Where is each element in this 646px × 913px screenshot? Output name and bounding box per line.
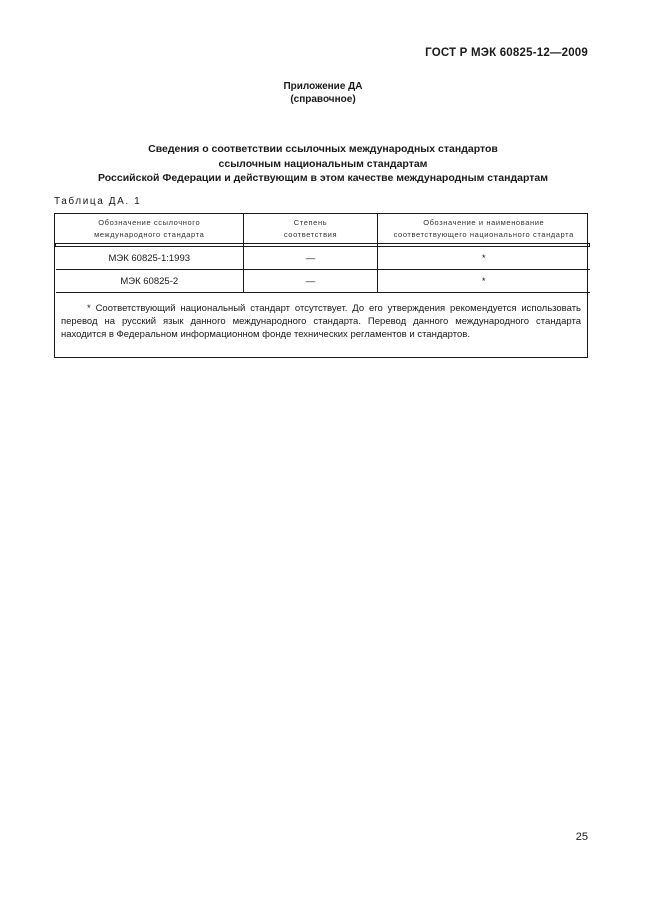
column-header-national-standard xyxy=(378,214,590,244)
page-number: 25 xyxy=(575,831,588,843)
column-header-line: соответствия xyxy=(283,229,338,239)
document-header: ГОСТ Р МЭК 60825-12—2009 xyxy=(425,47,588,59)
section-title-line: Сведения о соответствии ссылочных международных стандартов xyxy=(148,143,498,155)
column-header-line: Степень xyxy=(293,217,328,227)
table-label: Таблица ДА. 1 xyxy=(54,196,142,207)
column-header-degree xyxy=(244,214,378,244)
cell-degree: — xyxy=(244,247,378,270)
cell-reference-standard: МЭК 60825-1:1993 xyxy=(56,247,244,270)
column-header-line: Обозначение и наименование xyxy=(423,217,545,227)
appendix-heading xyxy=(0,80,646,106)
column-header-line: соответствующего национального стандарта xyxy=(393,229,574,239)
section-title xyxy=(0,142,646,186)
correspondence-table xyxy=(54,213,588,358)
appendix-subtitle: (справочное) xyxy=(290,94,356,105)
appendix-title: Приложение ДА xyxy=(283,81,363,92)
cell-degree: — xyxy=(244,270,378,293)
table-row xyxy=(56,270,590,293)
cell-reference-standard: МЭК 60825-2 xyxy=(56,270,244,293)
table-footnote: * Соответствующий национальный стандарт отсутствует. До его утверждения рекомендуется использовать перевод на русский язык данного международного стандарта. Перевод данного международного стандарта находится в Федеральном информационном фонде технических регламентов и стандартов. xyxy=(61,303,581,341)
column-header-line: Обозначение ссылочного xyxy=(98,217,201,227)
table-row xyxy=(56,247,590,270)
cell-national-standard: * xyxy=(378,270,590,293)
section-title-line: Российской Федерации и действующим в этом качестве международным стандартам xyxy=(98,172,548,184)
section-title-line: ссылочным национальным стандартам xyxy=(218,157,428,170)
cell-national-standard: * xyxy=(378,247,590,270)
column-header-line: международного стандарта xyxy=(94,229,205,239)
column-header-reference-standard xyxy=(56,214,244,244)
